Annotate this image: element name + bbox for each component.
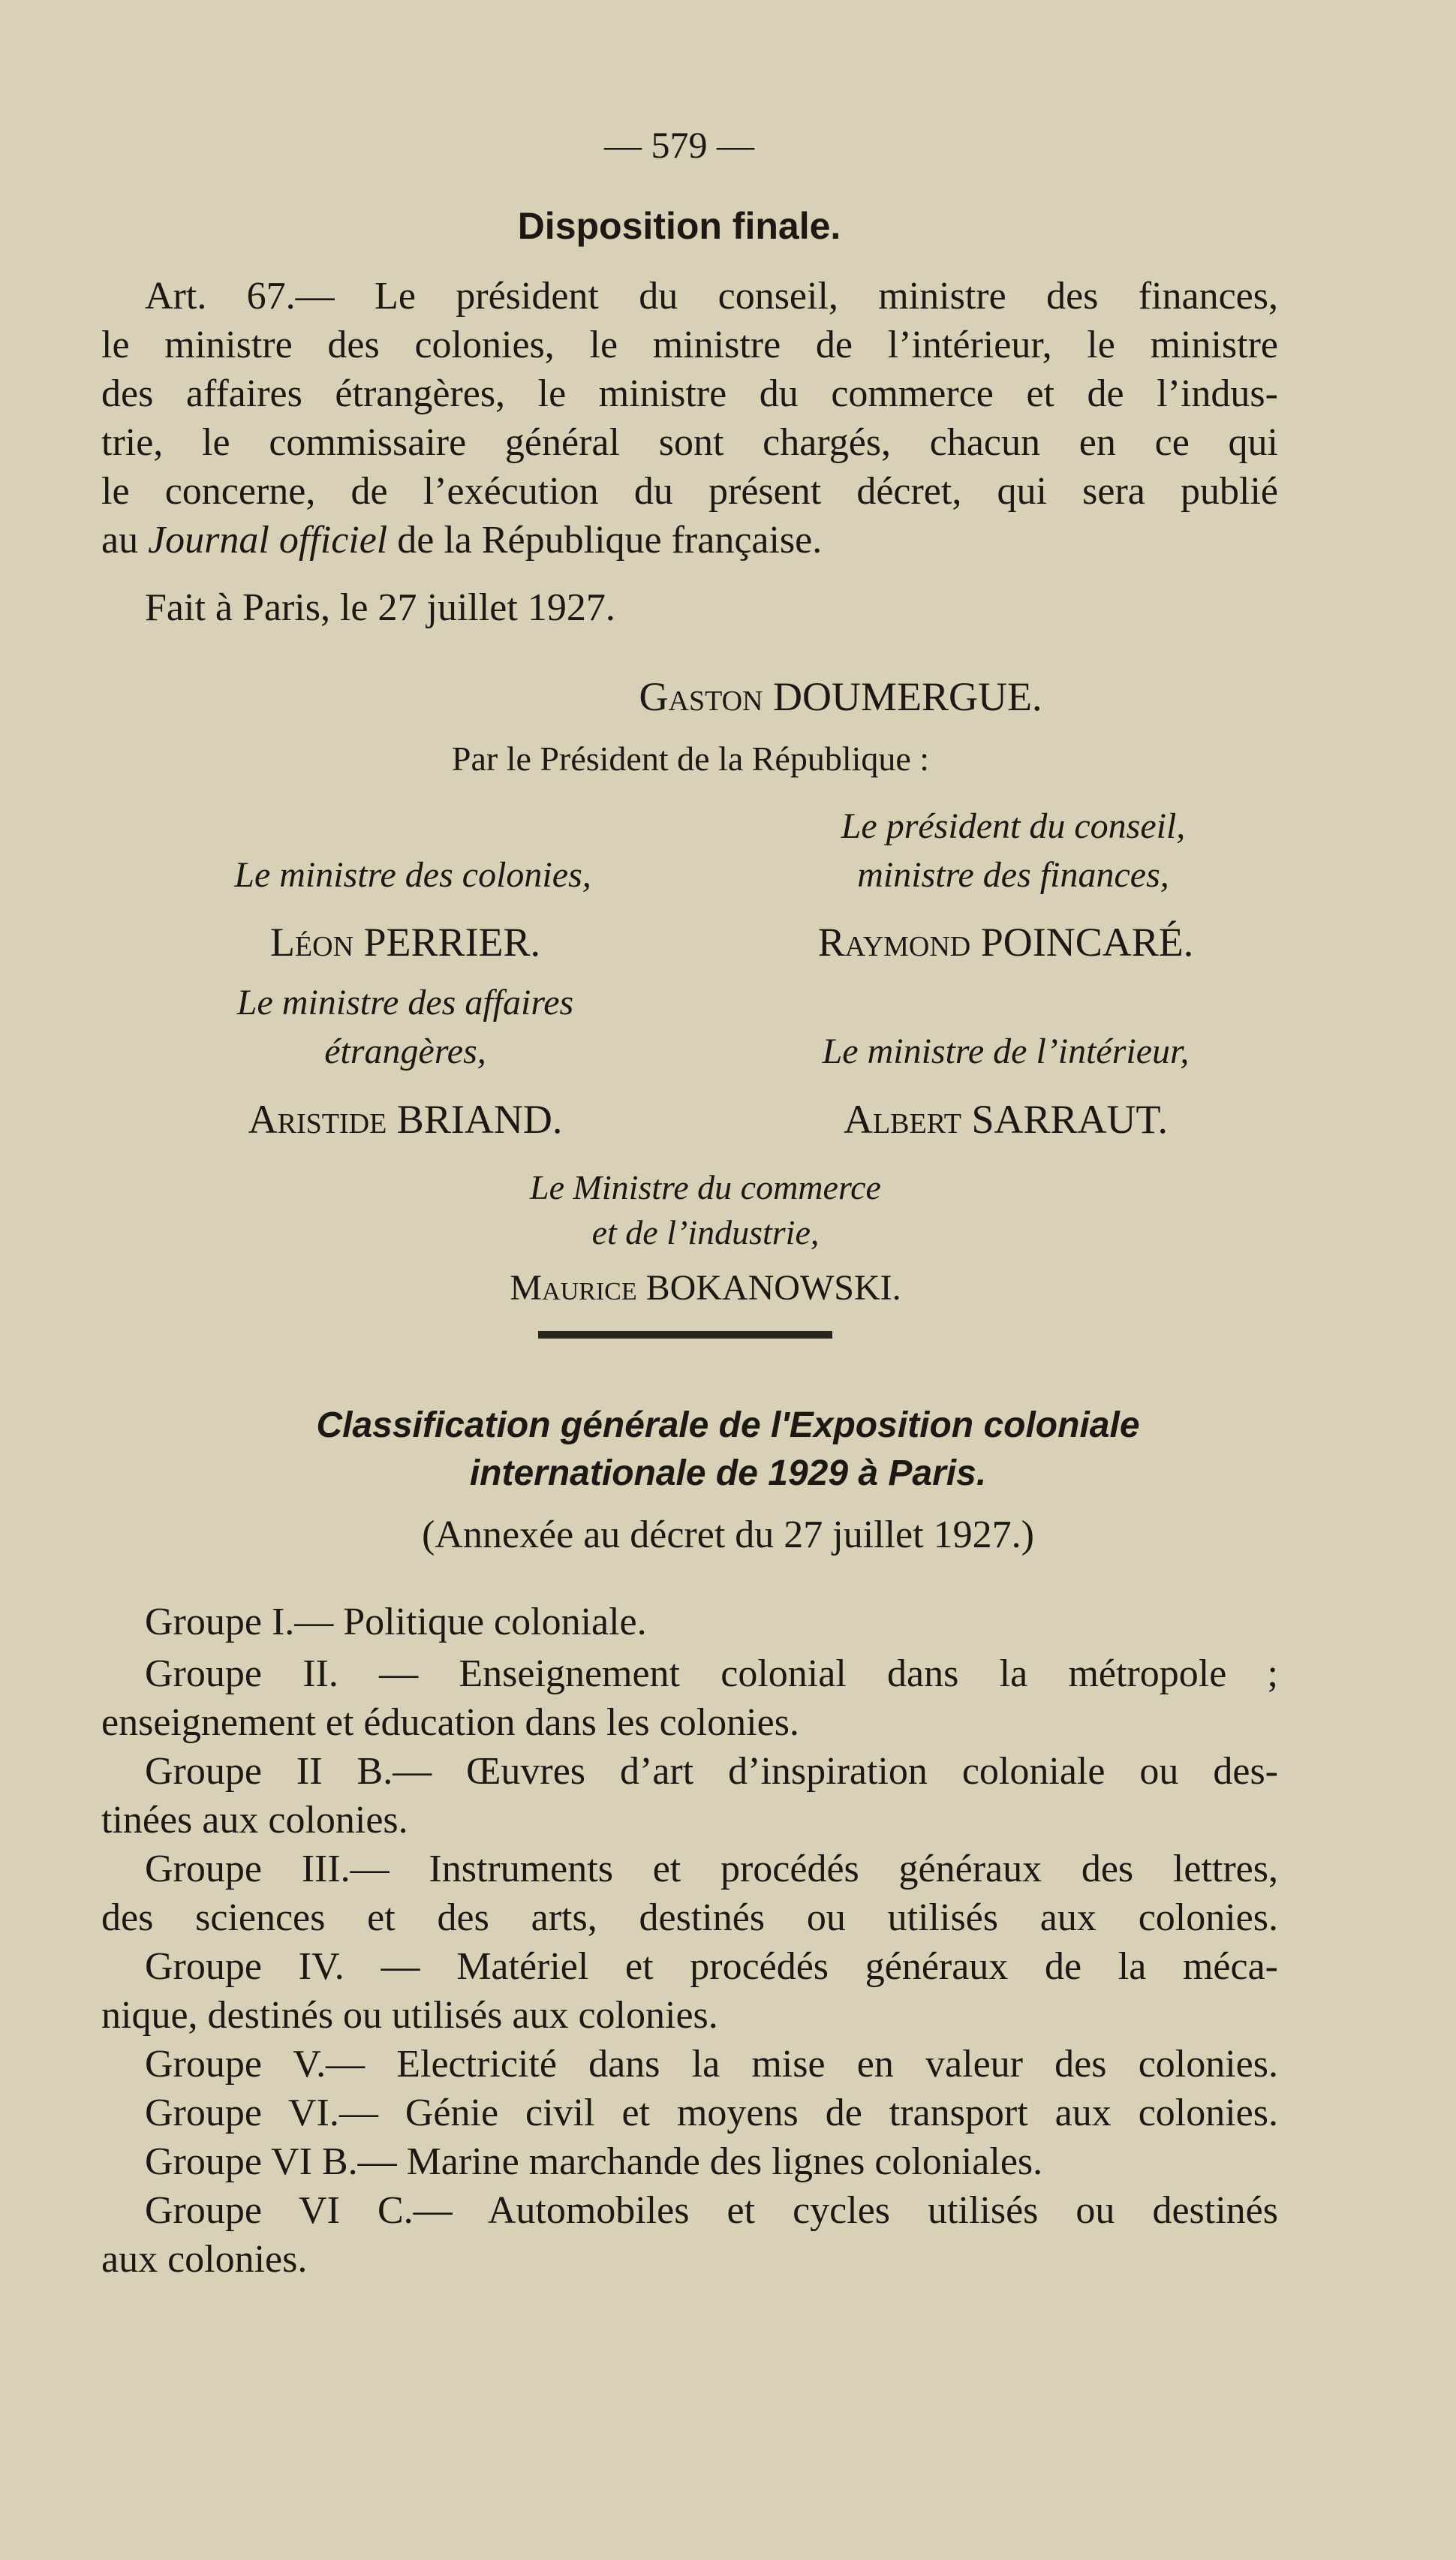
group-line-2: Groupe II. — Enseignement colonial dans la métropole ; bbox=[145, 1652, 1278, 1695]
article-line-1: Art. 67.— Le président du conseil, ministre des finances, bbox=[145, 275, 1278, 318]
group-line-14: aux colonies. bbox=[101, 2238, 308, 2281]
section-title: Disposition finale. bbox=[517, 205, 841, 247]
article-line-5: le concerne, de l’exécution du présent décret, qui sera publié bbox=[101, 470, 1278, 513]
group-line-6: Groupe III.— Instruments et procédés généraux des lettres, bbox=[145, 1848, 1278, 1890]
group-line-12: Groupe VI B.— Marine marchande des lignes coloniales. bbox=[145, 2140, 1043, 2183]
classification-title-2: internationale de 1929 à Paris. bbox=[469, 1453, 987, 1493]
president-conseil-title-2: ministre des finances, bbox=[857, 855, 1169, 895]
article-last-post: de la République française. bbox=[387, 519, 823, 562]
group-line-5: tinées aux colonies. bbox=[101, 1799, 408, 1842]
section-divider bbox=[538, 1331, 832, 1339]
colonies-minister-name: Léon PERRIER. bbox=[269, 920, 541, 965]
classification-subtitle: (Annexée au décret du 27 juillet 1927.) bbox=[422, 1513, 1034, 1556]
fait-a-paris: Fait à Paris, le 27 juillet 1927. bbox=[145, 586, 615, 629]
commerce-minister-title-1: Le Ministre du commerce bbox=[530, 1168, 881, 1206]
group-line-11: Groupe VI.— Génie civil et moyens de transport aux colonies. bbox=[145, 2092, 1278, 2134]
group-line-8: Groupe IV. — Matériel et procédés généraux de la méca- bbox=[145, 1945, 1278, 1988]
president-signature: Gaston DOUMERGUE. bbox=[639, 674, 1042, 719]
classification-title-1: Classification générale de l'Exposition coloniale bbox=[316, 1405, 1140, 1445]
president-conseil-name: Raymond POINCARÉ. bbox=[817, 920, 1194, 965]
group-line-13: Groupe VI C.— Automobiles et cycles utilisés ou destinés bbox=[145, 2189, 1278, 2232]
article-line-6 bbox=[101, 516, 822, 565]
interieur-minister-title: Le ministre de l’intérieur, bbox=[822, 1032, 1190, 1071]
article-line-3: des affaires étrangères, le ministre du commerce et de l’indus- bbox=[101, 372, 1278, 415]
affaires-minister-title-2: étrangères, bbox=[324, 1032, 486, 1071]
page-number: — 579 — bbox=[604, 124, 754, 166]
par-le-president: Par le Président de la République : bbox=[451, 739, 930, 778]
president-conseil-title-1: Le président du conseil, bbox=[841, 806, 1186, 846]
commerce-minister-title-2: et de l’industrie, bbox=[591, 1213, 820, 1251]
group-line-3: enseignement et éducation dans les colonies. bbox=[101, 1701, 799, 1744]
group-line-4: Groupe II B.— Œuvres d’art d’inspiration coloniale ou des- bbox=[145, 1750, 1278, 1793]
article-last-pre: au bbox=[101, 519, 149, 562]
article-line-4: trie, le commissaire général sont chargés, chacun en ce qui bbox=[101, 421, 1278, 464]
affaires-minister-name: Aristide BRIAND. bbox=[248, 1097, 563, 1142]
group-line-10: Groupe V.— Electricité dans la mise en valeur des colonies. bbox=[145, 2043, 1278, 2086]
group-line-7: des sciences et des arts, destinés ou utilisés aux colonies. bbox=[101, 1896, 1278, 1939]
colonies-minister-title: Le ministre des colonies, bbox=[234, 855, 591, 895]
article-line-2: le ministre des colonies, le ministre de l’intérieur, le ministre bbox=[101, 324, 1278, 366]
commerce-minister-name: Maurice BOKANOWSKI. bbox=[510, 1268, 901, 1308]
group-line-9: nique, destinés ou utilisés aux colonies. bbox=[101, 1994, 718, 2037]
group-line-1: Groupe I.— Politique coloniale. bbox=[145, 1601, 647, 1643]
interieur-minister-name: Albert SARRAUT. bbox=[843, 1097, 1169, 1142]
affaires-minister-title-1: Le ministre des affaires bbox=[236, 983, 574, 1022]
journal-officiel: Journal officiel bbox=[148, 519, 388, 562]
